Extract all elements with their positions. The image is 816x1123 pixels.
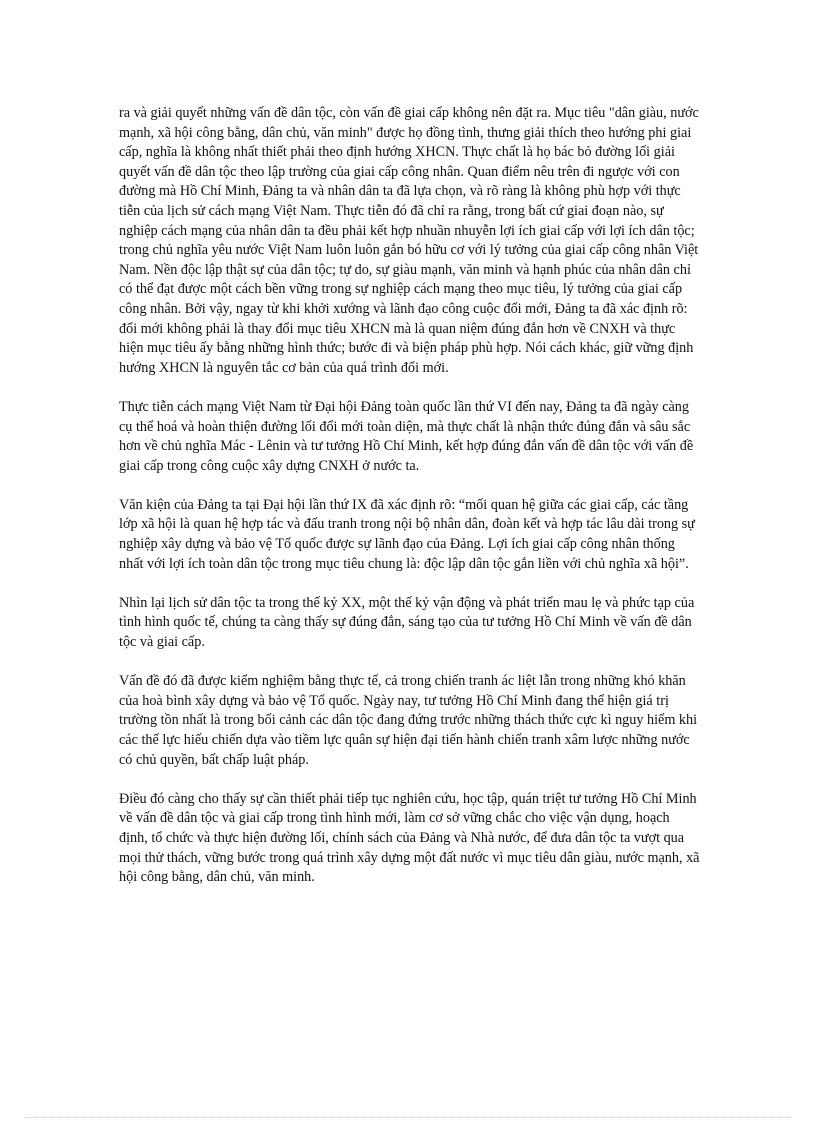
page-bottom-divider (24, 1117, 792, 1118)
paragraph-4: Nhìn lại lịch sử dân tộc ta trong thế kỷ XX, một thế kỷ vận động và phát triển mau lẹ và phức tạp của tình hình quốc tế, chúng ta càng thấy sự đúng đắn, sáng tạo của tư tưởng Hồ Chí Minh về vấn đề dân tộc và giai cấp. (119, 594, 695, 651)
paragraph-6: Điều đó càng cho thấy sự cần thiết phải tiếp tục nghiên cứu, học tập, quán triệt tư tưởng Hồ Chí Minh về vấn đề dân tộc và giai cấp trong tình hình mới, làm cơ sở vững chắc cho việc vận dụng, hoạch định, tổ chức và thực hiện đường lối, chính sách của Đảng và Nhà nước, để đưa dân tộc ta vượt qua mọi thử thách, vững bước trong quá trình xây dựng một đất nước vì mục tiêu dân giàu, nước mạnh, xã hội công bằng, dân chủ, văn minh. (119, 790, 700, 886)
paragraph-1: ra và giải quyết những vấn đề dân tộc, còn vấn đề giai cấp không nên đặt ra. Mục tiêu "dân giàu, nước mạnh, xã hội công bằng, dân chủ, văn minh" được họ đồng tình, thưng giải thích theo hướng phi giai cấp, nghĩa là không nhất thiết phải theo định hướng XHCN. Thực chất là họ bác bỏ đường lối giải quyết vấn đề dân tộc theo lập trường của giai cấp công nhân. Quan điểm nêu trên đi ngược với con đường mà Hồ Chí Minh, Đảng ta và nhân dân ta đã lựa chọn, và rõ ràng là không phù hợp với thực tiễn của lịch sử cách mạng Việt Nam. Thực tiễn đó đã chỉ ra rằng, trong bất cứ giai đoạn nào, sự nghiệp cách mạng của nhân dân ta đều phải kết hợp nhuần nhuyễn lợi ích giai cấp với lợi ích dân tộc; trong chủ nghĩa yêu nước Việt Nam luôn luôn gắn bó hữu cơ với lý tưởng của giai cấp công nhân Việt Nam. Nền độc lập thật sự của dân tộc; tự do, sự giàu mạnh, văn minh và hạnh phúc của nhân dân chỉ có thể đạt được một cách bền vững trong sự nghiệp cách mạng theo mục tiêu, lý tưởng của giai cấp công nhân. Bởi vậy, ngay từ khi khởi xướng và lãnh đạo công cuộc đổi mới, Đảng ta đã xác định rõ: đổi mới không phải là thay đổi mục tiêu XHCN mà là quan niệm đúng đắn hơn về CNXH và thực hiện mục tiêu ấy bằng những hình thức; bước đi và biện pháp phù hợp. Nói cách khác, giữ vững định hướng XHCN là nguyên tắc cơ bản của quá trình đổi mới. (119, 105, 699, 376)
paragraph-2: Thực tiễn cách mạng Việt Nam từ Đại hội Đảng toàn quốc lần thứ VI đến nay, Đảng ta đã ngày càng cụ thể hoá và hoàn thiện đường lối đổi mới toàn diện, mà thực chất là nhận thức đúng đắn và sâu sắc hơn về chủ nghĩa Mác - Lênin và tư tưởng Hồ Chí Minh, kết hợp đúng đắn vấn đề dân tộc với vấn đề giai cấp trong công cuộc xây dựng CNXH ở nước ta. (119, 398, 694, 474)
paragraph-3: Văn kiện của Đảng ta tại Đại hội lần thứ IX đã xác định rõ: “mối quan hệ giữa các giai cấp, các tầng lớp xã hội là quan hệ hợp tác và đấu tranh trong nội bộ nhân dân, đoàn kết và hợp tác lâu dài trong sự nghiệp xây dựng và bảo vệ Tổ quốc được sự lãnh đạo của Đảng. Lợi ích giai cấp công nhân thống nhất với lợi ích toàn dân tộc trong mục tiêu chung là: độc lập dân tộc gắn liền với chủ nghĩa xã hội”. (119, 496, 695, 572)
paragraph-5: Vấn đề đó đã được kiểm nghiệm bằng thực tế, cả trong chiến tranh ác liệt lẫn trong những khó khăn của hoà bình xây dựng và bảo vệ Tổ quốc. Ngày nay, tư tưởng Hồ Chí Minh đang thể hiện giá trị trường tồn nhất là trong bối cảnh các dân tộc đang đứng trước những thách thức cực kì nguy hiểm khi các thế lực hiếu chiến dựa vào tiềm lực quân sự hiện đại tiến hành chiến tranh xâm lược những nước có chủ quyền, bất chấp luật pháp. (119, 673, 698, 768)
document-body (119, 104, 701, 907)
